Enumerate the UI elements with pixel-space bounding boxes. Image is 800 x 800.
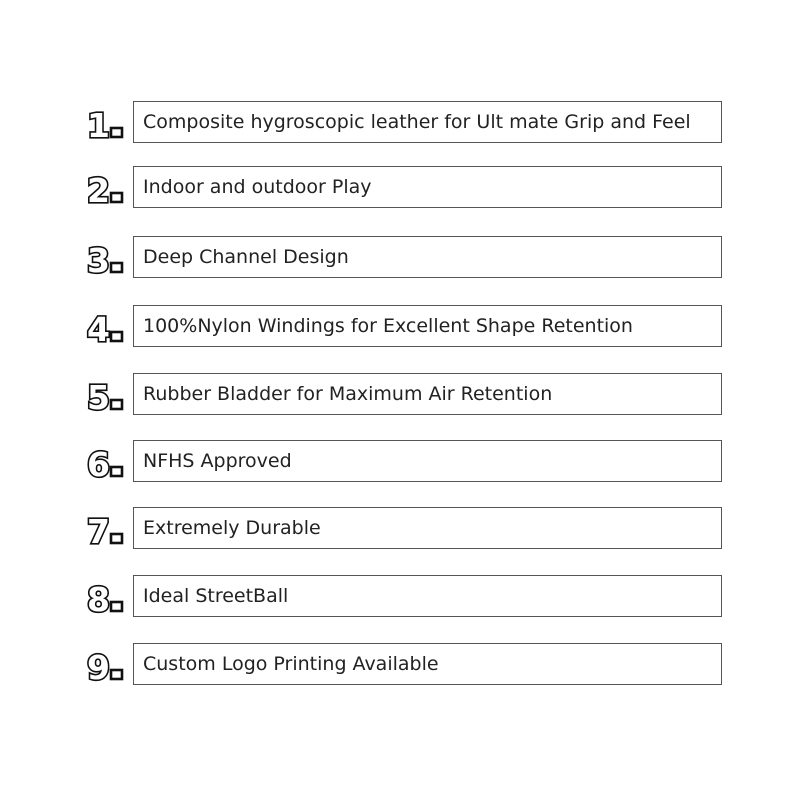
feature-number-badge (85, 308, 127, 346)
feature-item (85, 643, 725, 687)
feature-text: Composite hygroscopic leather for Ult mate Grip and Feel (133, 101, 722, 143)
feature-item (85, 101, 725, 145)
feature-text: NFHS Approved (133, 440, 722, 482)
feature-text: Extremely Durable (133, 507, 722, 549)
feature-text: Indoor and outdoor Play (133, 166, 722, 208)
feature-item (85, 236, 725, 280)
feature-text: Custom Logo Printing Available (133, 643, 722, 685)
feature-item (85, 440, 725, 484)
feature-number-badge (85, 510, 127, 548)
feature-text: 100%Nylon Windings for Excellent Shape Retention (133, 305, 722, 347)
feature-number-badge (85, 104, 127, 142)
feature-item (85, 305, 725, 349)
feature-number: 2 (87, 171, 110, 207)
feature-number-badge (85, 169, 127, 207)
feature-number: 9 (87, 648, 110, 684)
feature-number-badge (85, 578, 127, 616)
feature-number: 7 (87, 512, 110, 548)
feature-number: 3 (87, 241, 110, 277)
feature-item (85, 507, 725, 551)
feature-item (85, 166, 725, 210)
feature-number: 8 (87, 580, 110, 616)
feature-item (85, 373, 725, 417)
feature-text: Deep Channel Design (133, 236, 722, 278)
feature-number-badge (85, 443, 127, 481)
feature-number-badge (85, 646, 127, 684)
feature-text: Rubber Bladder for Maximum Air Retention (133, 373, 722, 415)
feature-number: 4 (87, 310, 110, 346)
feature-number-badge (85, 239, 127, 277)
feature-text: Ideal StreetBall (133, 575, 722, 617)
feature-number: 5 (87, 378, 110, 414)
feature-number: 6 (87, 445, 110, 481)
feature-number-badge (85, 376, 127, 414)
feature-item (85, 575, 725, 619)
feature-number: 1 (87, 106, 110, 142)
